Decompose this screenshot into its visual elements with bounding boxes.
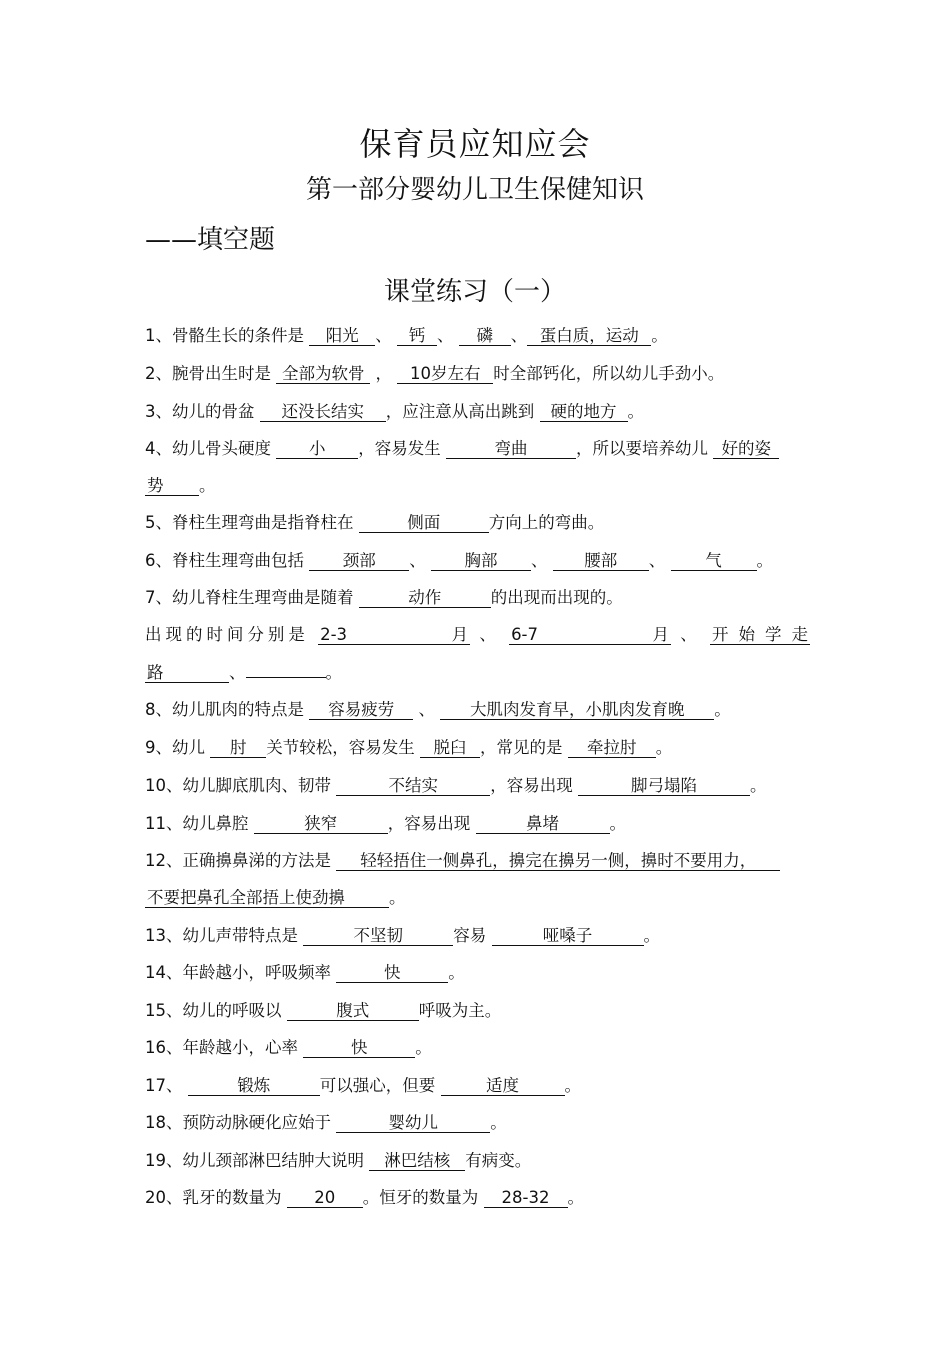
question-12: 12、正确擤鼻涕的方法是 轻轻捂住一侧鼻孔，擤完在擤另一侧，擤时不要用力， (145, 850, 810, 872)
question-13: 13、幼儿声带特点是 不坚韧 容易 哑嗓子 。 (145, 926, 660, 945)
answer-blank: 狭窄 (254, 814, 388, 834)
answer-blank: 锻炼 (188, 1076, 320, 1096)
question-2: 2、腕骨出生时是 全部为软骨 ， 10岁左右 时全部钙化，所以幼儿手劲小。 (145, 364, 725, 383)
answer-blank: 钙 (397, 326, 437, 346)
answer-blank: 2-3 月 (320, 625, 469, 644)
answer-blank: 还没长结实 (260, 402, 386, 422)
question-20: 20、乳牙的数量为 20 。恒牙的数量为 28-32 。 (145, 1188, 584, 1207)
question-15: 15、幼儿的呼吸以 腹式 呼吸为主。 (145, 1001, 502, 1020)
answer-blank: 脚弓塌陷 (578, 776, 750, 796)
page-title: 保育员应知应会 (359, 125, 591, 163)
question-19: 19、幼儿颈部淋巴结肿大说明 淋巴结核 有病变。 (145, 1151, 532, 1170)
answer-blank: 大肌肉发育早，小肌肉发育晚 (440, 700, 714, 720)
question-3: 3、幼儿的骨盆 还没长结实 ，应注意从高出跳到 硬的地方 。 (145, 402, 644, 421)
question-7-continued-2: 路 、 。 (147, 663, 342, 682)
answer-blank: 动作 (359, 588, 491, 608)
answer-blank: 硬的地方 (540, 402, 628, 422)
answer-blank: 弯曲 (446, 439, 576, 459)
answer-blank: 10岁左右 (397, 364, 493, 384)
question-16: 16、年龄越小，心率 快 。 (145, 1038, 432, 1057)
answer-blank: 蛋白质，运动 (527, 326, 651, 346)
answer-blank: 不结实 (336, 776, 490, 796)
answer-blank: 腹式 (287, 1001, 419, 1021)
answer-blank (246, 677, 326, 678)
answer-blank: 全部为软骨 (276, 364, 370, 384)
answer-blank: 胸部 (431, 551, 531, 571)
answer-blank: 快 (303, 1038, 415, 1058)
question-10: 10、幼儿脚底肌肉、韧带 不结实 ，容易出现 脚弓塌陷 。 (145, 776, 767, 795)
question-18: 18、预防动脉硬化应始于 婴幼儿 。 (145, 1113, 507, 1132)
answer-blank: 不坚韧 (303, 926, 453, 946)
question-4: 4、幼儿骨头硬度 小 ，容易发生 弯曲 ，所以要培养幼儿 好的姿 (145, 438, 810, 460)
question-17: 17、 锻炼 可以强心，但要 适度 。 (145, 1076, 581, 1095)
answer-blank: 28-32 (484, 1188, 568, 1208)
question-5: 5、脊柱生理弯曲是指脊柱在 侧面 方向上的弯曲。 (145, 513, 605, 532)
answer-blank: 20 (287, 1188, 363, 1208)
question-7: 7、幼儿脊柱生理弯曲是随着 动作 的出现而出现的。 (145, 588, 623, 607)
answer-blank: 鼻堵 (476, 814, 610, 834)
question-1: 1、骨骼生长的条件是 阳光 、 钙 、 磷 、 蛋白质，运动 。 (145, 326, 668, 345)
answer-blank: 磷 (459, 326, 511, 346)
answer-blank: 好的姿 (713, 439, 779, 459)
answer-blank: 脱臼 (420, 738, 480, 758)
answer-blank: 小 (276, 439, 358, 459)
question-4-continued: 势 。 (147, 476, 216, 495)
page-subtitle: 第一部分婴幼儿卫生保健知识 (305, 175, 644, 205)
answer-blank: 阳光 (309, 326, 375, 346)
answer-blank: 适度 (441, 1076, 565, 1096)
answer-blank: 淋巴结核 (369, 1151, 465, 1171)
question-14: 14、年龄越小，呼吸频率 快 。 (145, 963, 465, 982)
answer-blank: 牵拉肘 (568, 738, 656, 758)
answer-blank: 气 (671, 551, 757, 571)
answer-blank: 腰部 (553, 551, 649, 571)
question-8: 8、幼儿肌肉的特点是 容易疲劳 、 大肌肉发育早，小肌肉发育晚 。 (145, 700, 731, 719)
answer-blank: 婴幼儿 (336, 1113, 490, 1133)
question-12-continued: 不要把鼻孔全部捂上使劲擤 。 (147, 888, 406, 907)
section-heading: ——填空题 (145, 225, 276, 255)
question-11: 11、幼儿鼻腔 狭窄 ，容易出现 鼻堵 。 (145, 814, 626, 833)
answer-blank: 哑嗓子 (492, 926, 644, 946)
answer-blank: 开始学走 (712, 625, 809, 644)
answer-blank: 肘 (210, 738, 266, 758)
answer-blank: 颈部 (309, 551, 409, 571)
question-6: 6、脊柱生理弯曲包括 颈部 、 胸部 、 腰部 、 气 。 (145, 551, 773, 570)
answer-blank: 不要把鼻孔全部捂上使劲擤 (145, 888, 389, 908)
answer-blank: 路 (145, 663, 229, 683)
answer-blank: 6-7 月 (511, 625, 670, 644)
answer-blank: 轻轻捂住一侧鼻孔，擤完在擤另一侧，擤时不要用力， (336, 851, 780, 871)
question-7-continued: 出现的时间分别是 2-3 月 、 6-7 月 、 开始学走 (145, 625, 809, 644)
answer-blank: 侧面 (359, 513, 489, 533)
answer-blank: 容易疲劳 (309, 700, 413, 720)
answer-blank: 势 (145, 476, 199, 496)
answer-blank: 快 (336, 963, 448, 983)
question-9: 9、幼儿 肘 关节较松，容易发生 脱臼 ，常见的是 牵拉肘 。 (145, 738, 673, 757)
exercise-heading: 课堂练习（一） (383, 277, 566, 307)
